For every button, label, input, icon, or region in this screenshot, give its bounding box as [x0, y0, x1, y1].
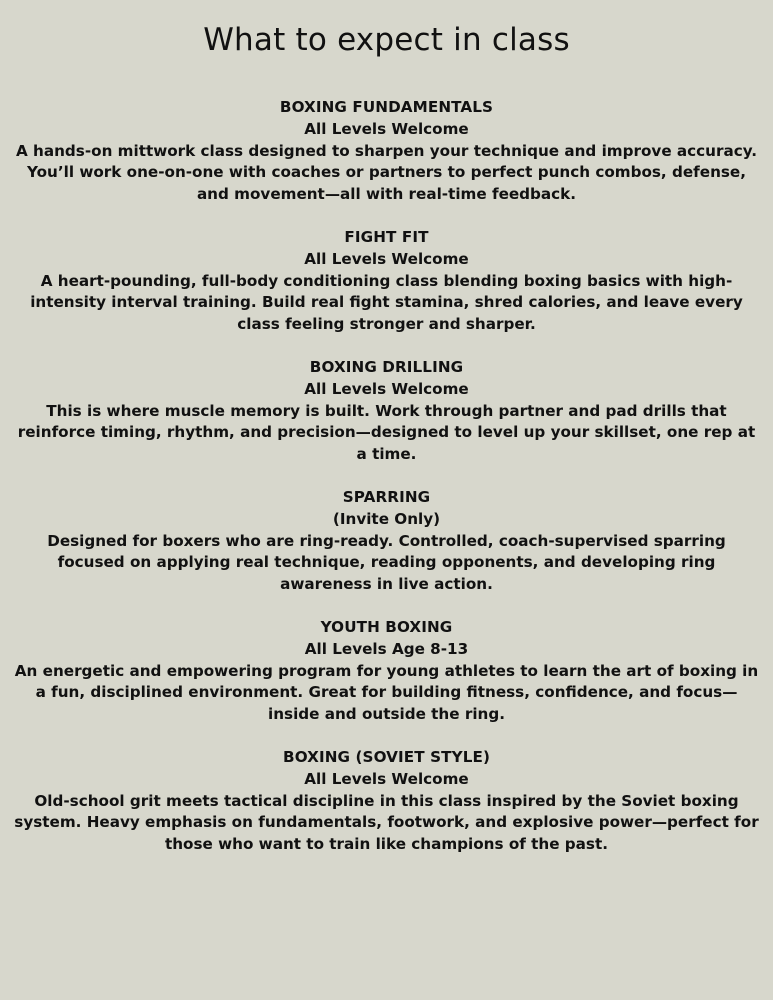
class-list	[0, 97, 773, 856]
class-level: All Levels Age 8-13	[304, 639, 469, 658]
class-youth-boxing	[14, 617, 759, 726]
class-description: A heart-pounding, full-body conditioning class blending boxing basics with high-intensity interval training. Build real fight stamina, shred calories, and leave every class feeling stronger and sharper.	[30, 271, 743, 334]
class-description: A hands-on mittwork class designed to sharpen your technique and improve accuracy. You’ll work one-on-one with coaches or partners to perfect punch combos, defense, and movement—all with real-time feedback.	[16, 141, 757, 204]
class-boxing-fundamentals	[14, 97, 759, 206]
class-sparring	[14, 487, 759, 596]
class-name: FIGHT FIT	[344, 227, 429, 246]
class-boxing-drilling	[14, 357, 759, 466]
class-name: YOUTH BOXING	[320, 617, 453, 636]
class-description: An energetic and empowering program for young athletes to learn the art of boxing in a fun, disciplined environment. Great for building fitness, confidence, and focus—inside and outside the ring.	[14, 661, 759, 724]
class-description: This is where muscle memory is built. Work through partner and pad drills that reinforce timing, rhythm, and precision—designed to level up your skillset, one rep at a time.	[17, 401, 756, 464]
class-level: (Invite Only)	[332, 509, 441, 528]
page-title: What to expect in class	[203, 22, 570, 58]
class-name: BOXING DRILLING	[309, 357, 464, 376]
class-name: BOXING FUNDAMENTALS	[279, 98, 494, 116]
class-description: Designed for boxers who are ring-ready. Controlled, coach-supervised sparring focused on applying real technique, reading opponents, and developing ring awareness in live action.	[47, 531, 726, 594]
class-boxing-soviet-style	[14, 747, 759, 856]
class-level: All Levels Welcome	[304, 769, 469, 788]
class-level: All Levels Welcome	[304, 119, 469, 138]
class-fight-fit	[14, 227, 759, 336]
class-level: All Levels Welcome	[304, 249, 469, 268]
class-description: Old-school grit meets tactical discipline in this class inspired by the Soviet boxing system. Heavy emphasis on fundamentals, footwork, and explosive power—perfect for those who want to train like champions of the past.	[14, 791, 759, 854]
class-name: SPARRING	[342, 487, 431, 506]
class-level: All Levels Welcome	[304, 379, 469, 398]
class-name: BOXING (SOVIET STYLE)	[283, 747, 490, 766]
